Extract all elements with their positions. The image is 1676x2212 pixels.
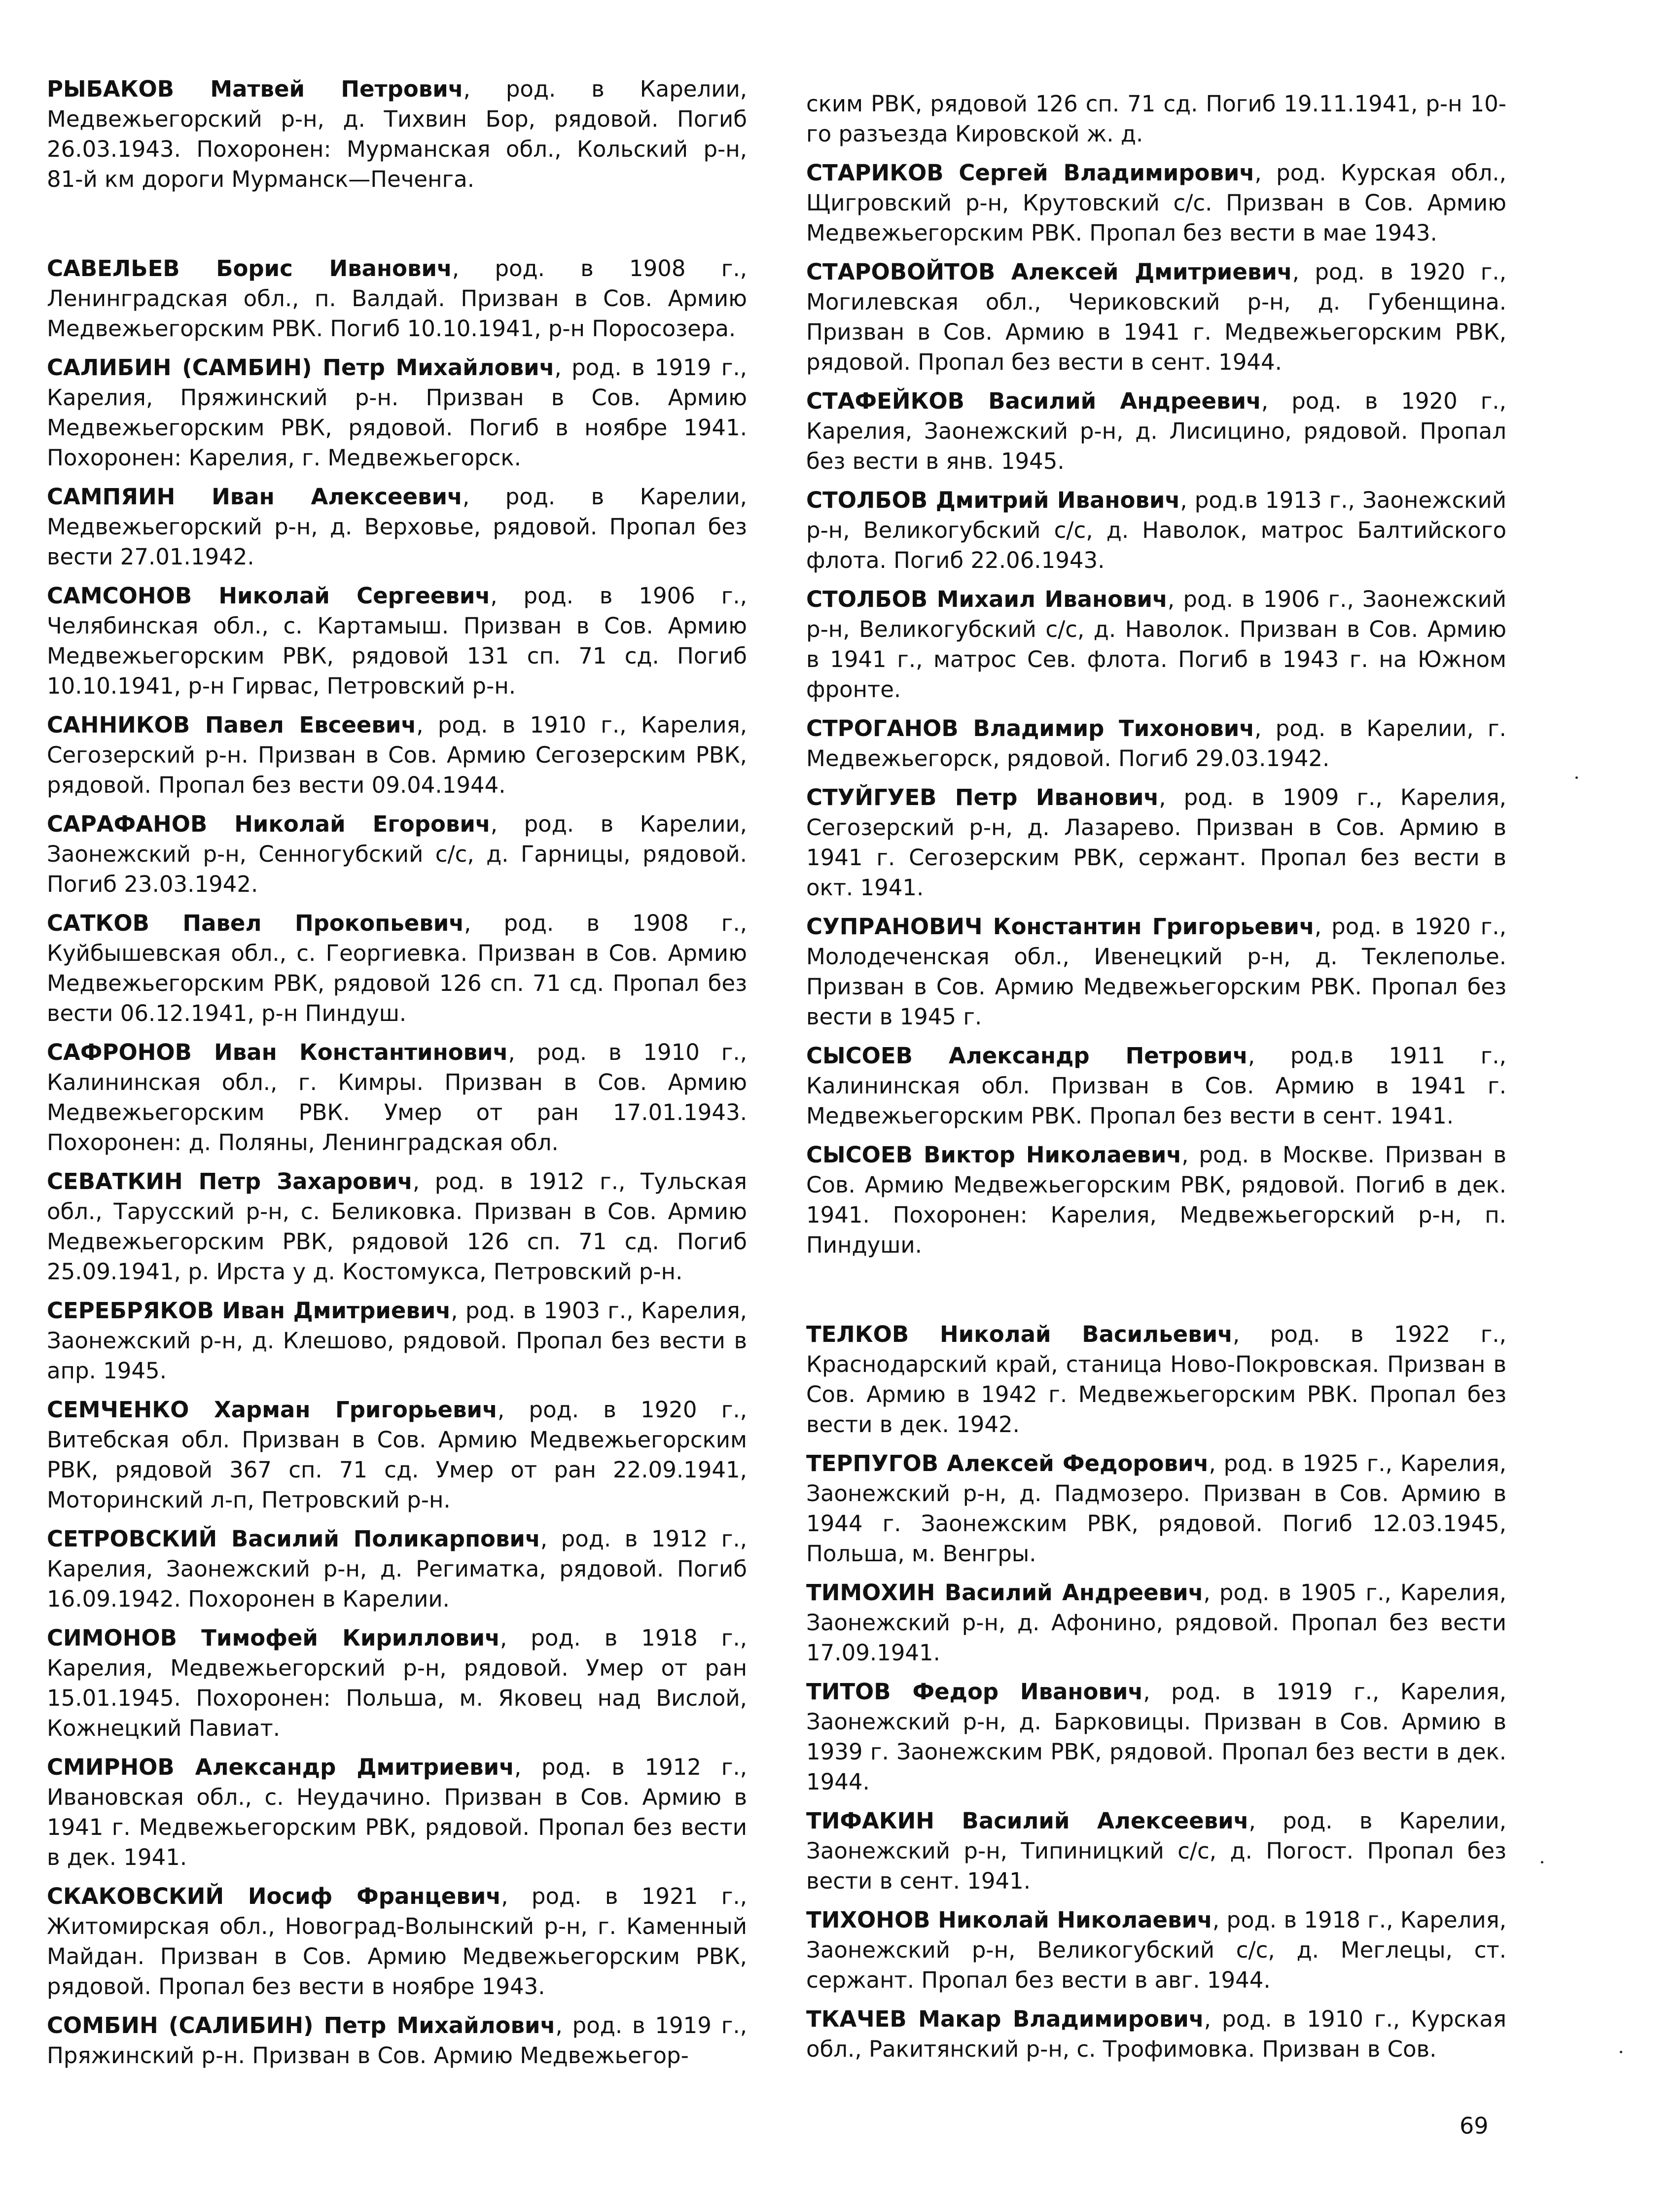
record-surname: СТОЛБОВ Дмитрий Иванович (806, 487, 1180, 513)
record-entry (806, 713, 1506, 773)
record-entry (47, 253, 747, 344)
record-entry (806, 1578, 1506, 1668)
record-details: , род. в 1908 г., Куйбышевская обл., с. Георгиевка. Призван в Сов. Армию Медвежьегорским РВК, рядовой 126 сп. 71 сд. Пропал без вести 06.12.1941, р-н Пиндуш. (47, 910, 747, 1026)
record-details: , род. Курская обл., Щигровский р-н, Крутовский с/с. Призван в Сов. Армию Медвежьегорским РВК. Пропал без вести в мае 1943. (806, 160, 1506, 246)
scan-speck (1575, 776, 1578, 779)
record-surname: ТИФАКИН Василий Алексеевич (806, 1808, 1249, 1834)
record-details: , род. в 1919 г., Карелия, Заонежский р-н, д. Барковицы. Призван в Сов. Армию в 1939 г. Заонежским РВК, рядовой. Пропал без вести в дек. 1944. (806, 1679, 1506, 1795)
record-entry (47, 1524, 747, 1614)
record-surname: САМСОНОВ Николай Сергеевич (47, 583, 491, 609)
record-surname: САННИКОВ Павел Евсеевич (47, 712, 417, 738)
record-details: , род. в 1910 г., Калининская обл., г. Кимры. Призван в Сов. Армию Медвежьегорским РВК. Умер от ран 17.01.1943. Похоронен: д. Поляны, Ленинградская обл. (47, 1039, 747, 1156)
record-entry (47, 710, 747, 800)
record-details: , род. в 1905 г., Карелия, Заонежский р-н, д. Афонино, рядовой. Пропал без вести 17.09.1941. (806, 1580, 1507, 1666)
record-entry (806, 158, 1506, 248)
record-surname: ТИХОНОВ Николай Николаевич (806, 1907, 1212, 1933)
record-details: , род. в 1922 г., Краснодарский край, станица Ново-Покровская. Призван в Сов. Армию в 1942 г. Медвежьегорским РВК. Пропал без вести в дек. 1942. (806, 1321, 1506, 1438)
record-details: , род. в 1920 г., Молодеченская обл., Ивенецкий р-н, д. Теклеполье. Призван в Сов. Армию Медвежьегорским РВК. Пропал без вести в 1945 г. (806, 913, 1506, 1030)
record-surname: СЕТРОВСКИЙ Василий Поликарпович (47, 1526, 540, 1552)
record-entry (806, 1448, 1506, 1569)
record-surname: САЛИБИН (САМБИН) Петр Михайлович (47, 354, 555, 381)
record-details: , род. в Карелии, г. Медвежьегорск, рядовой. Погиб 29.03.1942. (806, 715, 1506, 772)
record-surname: САТКОВ Павел Прокопьевич (47, 910, 464, 936)
record-surname: ТИТОВ Федор Иванович (806, 1679, 1143, 1705)
record-details: , род. в 1920 г., Могилевская обл., Чериковский р-н, д. Губенщина. Призван в Сов. Армию в 1941 г. Медвежьегорским РВК, рядовой. Пропал без вести в сент. 1944. (806, 259, 1506, 375)
record-details: , род. в Москве. Призван в Сов. Армию Медвежьегорским РВК, рядовой. Погиб в дек. 1941. Похоронен: Карелия, Медвежьегорский р-н, п. Пиндуши. (806, 1142, 1506, 1258)
record-details: , род. в 1918 г., Карелия, Заонежский р-н, Великогубский с/с, д. Меглецы, ст. сержант. Пропал без вести в авг. 1944. (806, 1907, 1506, 1993)
record-details: , род. в 1912 г., Ивановская обл., с. Неудачино. Призван в Сов. Армию в 1941 г. Медвежьегорским РВК, рядовой. Пропал без вести в дек. 1941. (47, 1754, 747, 1870)
record-entry (806, 1905, 1506, 1995)
record-surname: СУПРАНОВИЧ Константин Григорьевич (806, 913, 1315, 940)
record-entry (806, 2004, 1506, 2064)
record-surname: СКАКОВСКИЙ Иосиф Францевич (47, 1883, 501, 1909)
record-details: , род. в 1903 г., Карелия, Заонежский р-н, д. Клешово, рядовой. Пропал без вести в апр. 1945. (47, 1298, 747, 1384)
record-entry (47, 908, 747, 1028)
page-number: 69 (1460, 2112, 1489, 2139)
record-details: , род. в 1919 г., Пряжинский р-н. Призван в Сов. Армию Медвежьегор- (47, 2012, 748, 2069)
record-surname: СИМОНОВ Тимофей Кириллович (47, 1625, 500, 1651)
record-details: , род. в Карелии, Медвежьегорский р-н, д. Верховье, рядовой. Пропал без вести 27.01.1942. (47, 484, 747, 570)
record-entry (806, 386, 1506, 476)
scan-speck (1541, 1861, 1543, 1863)
record-surname: САМПЯИН Иван Алексеевич (47, 484, 463, 510)
record-surname: СТУЙГУЕВ Петр Иванович (806, 784, 1159, 810)
record-entry (47, 1881, 747, 2001)
record-surname: СЕВАТКИН Петр Захарович (47, 1168, 413, 1194)
record-entry (47, 1395, 747, 1515)
record-surname: СЕРЕБРЯКОВ Иван Дмитриевич (47, 1298, 451, 1324)
record-details: , род. в 1908 г., Ленинградская обл., п. Валдай. Призван в Сов. Армию Медвежьегорским РВК. Погиб 10.10.1941, р-н Поросозера. (47, 255, 748, 342)
record-surname: РЫБАКОВ Матвей Петрович (47, 76, 464, 102)
record-entry (47, 2010, 747, 2071)
record-surname: СЫСОЕВ Виктор Николаевич (806, 1142, 1182, 1168)
record-details: , род. в Карелии, Медвежьегорский р-н, д. Тихвин Бор, рядовой. Погиб 26.03.1943. Похоронен: Мурманская обл., Кольский р-н, 81-й км дороги Мурманск—Печенга. (47, 76, 747, 192)
record-surname: СЕМЧЕНКО Харман Григорьевич (47, 1397, 498, 1423)
record-surname: ТЕЛКОВ Николай Васильевич (806, 1321, 1233, 1347)
record-details: , род. в 1910 г., Карелия, Сегозерский р-н. Призван в Сов. Армию Сегозерским РВК, рядовой. Пропал без вести 09.04.1944. (47, 712, 747, 798)
record-entry (806, 1677, 1506, 1797)
record-surname: СТАРОВОЙТОВ Алексей Дмитриевич (806, 259, 1292, 285)
record-details: , род. в Карелии, Заонежский р-н, Типиницкий с/с, д. Погост. Пропал без вести в сент. 1941. (806, 1808, 1506, 1894)
record-details: , род.в 1913 г., Заонежский р-н, Великогубский с/с, д. Наволок, матрос Балтийского флота. Погиб 22.06.1943. (806, 487, 1506, 573)
record-details: , род. в 1920 г., Витебская обл. Призван в Сов. Армию Медвежьегорским РВК, рядовой 367 сп. 71 сд. Умер от ран 22.09.1941, Моторинский л-п, Петровский р-н. (47, 1397, 748, 1513)
right-column (806, 89, 1506, 2073)
record-surname: САРАФАНОВ Николай Егорович (47, 811, 491, 837)
record-surname: САВЕЛЬЕВ Борис Иванович (47, 255, 452, 281)
record-entry (47, 482, 747, 572)
record-entry (806, 584, 1506, 704)
record-surname: ТЕРПУГОВ Алексей Федорович (806, 1450, 1209, 1476)
record-entry (47, 1752, 747, 1872)
record-details: , род. в 1918 г., Карелия, Медвежьегорский р-н, рядовой. Умер от ран 15.01.1945. Похоронен: Польша, м. Яковец над Вислой, Кожнецкий Павиат. (47, 1625, 747, 1741)
record-entry (806, 1041, 1506, 1131)
record-surname: ТИМОХИН Василий Андреевич (806, 1580, 1204, 1606)
record-entry (47, 352, 747, 473)
record-entry (47, 581, 747, 701)
record-entry (806, 485, 1506, 575)
record-surname: СТОЛБОВ Михаил Иванович (806, 586, 1168, 612)
record-entry (806, 89, 1506, 149)
record-details: , род. в 1920 г., Карелия, Заонежский р-н, д. Лисицино, рядовой. Пропал без вести в янв. 1945. (806, 388, 1506, 474)
record-surname: САФРОНОВ Иван Константинович (47, 1039, 508, 1065)
record-surname: СМИРНОВ Александр Дмитриевич (47, 1754, 514, 1780)
record-entry (47, 1623, 747, 1743)
record-details: , род.в 1911 г., Калининская обл. Призван в Сов. Армию в 1941 г. Медвежьегорским РВК. Пропал без вести в сент. 1941. (806, 1043, 1506, 1129)
record-entry (47, 809, 747, 899)
record-surname: ТКАЧЕВ Макар Владимирович (806, 2006, 1204, 2032)
record-details: , род. в 1921 г., Житомирская обл., Новоград-Волынский р-н, г. Каменный Майдан. Призван в Сов. Армию Медвежьегорским РВК, рядовой. Пропал без вести в ноябре 1943. (47, 1883, 748, 2000)
record-entry (47, 1296, 747, 1386)
record-entry (806, 1319, 1506, 1440)
record-details: ским РВК, рядовой 126 сп. 71 сд. Погиб 19.11.1941, р-н 10-го разъезда Кировской ж. д. (806, 91, 1506, 147)
record-details: , род. в 1906 г., Челябинская обл., с. Картамыш. Призван в Сов. Армию Медвежьегорским РВК, рядовой 131 сп. 71 сд. Погиб 10.10.1941, р-н Гирвас, Петровский р-н. (47, 583, 747, 699)
scan-speck (1620, 2051, 1622, 2053)
record-entry (47, 1166, 747, 1287)
record-surname: СТАФЕЙКОВ Василий Андреевич (806, 388, 1261, 414)
record-entry (806, 782, 1506, 903)
record-details: , род. в 1925 г., Карелия, Заонежский р-н, д. Падмозеро. Призван в Сов. Армию в 1944 г. Заонежским РВК, рядовой. Погиб 12.03.1945, Польша, м. Венгры. (806, 1450, 1506, 1567)
record-details: , род. в 1906 г., Заонежский р-н, Великогубский с/с, д. Наволок. Призван в Сов. Армию в 1941 г., матрос Сев. флота. Погиб в 1943 г. на Южном фронте. (806, 586, 1506, 702)
record-surname: СТАРИКОВ Сергей Владимирович (806, 160, 1255, 186)
record-entry (806, 257, 1506, 377)
record-entry (806, 912, 1506, 1032)
record-entry (806, 1140, 1506, 1260)
record-entry (47, 74, 747, 194)
left-column (47, 74, 747, 2079)
record-details: , род. в Карелии, Заонежский р-н, Сенногубский с/с, д. Гарницы, рядовой. Погиб 23.03.1942. (47, 811, 747, 897)
record-surname: СЫСОЕВ Александр Петрович (806, 1043, 1248, 1069)
record-surname: СТРОГАНОВ Владимир Тихонович (806, 715, 1255, 741)
record-details: , род. в 1912 г., Тульская обл., Тарусский р-н, с. Беликовка. Призван в Сов. Армию Медвежьегорским РВК, рядовой 126 сп. 71 сд. Погиб 25.09.1941, р. Ирста у д. Костомукса, Петровский р-н. (47, 1168, 747, 1285)
record-surname: СОМБИН (САЛИБИН) Петр Михайлович (47, 2012, 556, 2038)
record-details: , род. в 1910 г., Курская обл., Ракитянский р-н, с. Трофимовка. Призван в Сов. (806, 2006, 1507, 2062)
record-entry (806, 1806, 1506, 1896)
record-details: , род. в 1919 г., Карелия, Пряжинский р-н. Призван в Сов. Армию Медвежьегорским РВК, рядовой. Погиб в ноябре 1941. Похоронен: Карелия, г. Медвежьегорск. (47, 354, 747, 471)
record-details: , род. в 1912 г., Карелия, Заонежский р-н, д. Региматка, рядовой. Погиб 16.09.1942. Похоронен в Карелии. (47, 1526, 747, 1612)
record-details: , род. в 1909 г., Карелия, Сегозерский р-н, д. Лазарево. Призван в Сов. Армию в 1941 г. Сегозерским РВК, сержант. Пропал без вести в окт. 1941. (806, 784, 1506, 901)
record-entry (47, 1037, 747, 1158)
